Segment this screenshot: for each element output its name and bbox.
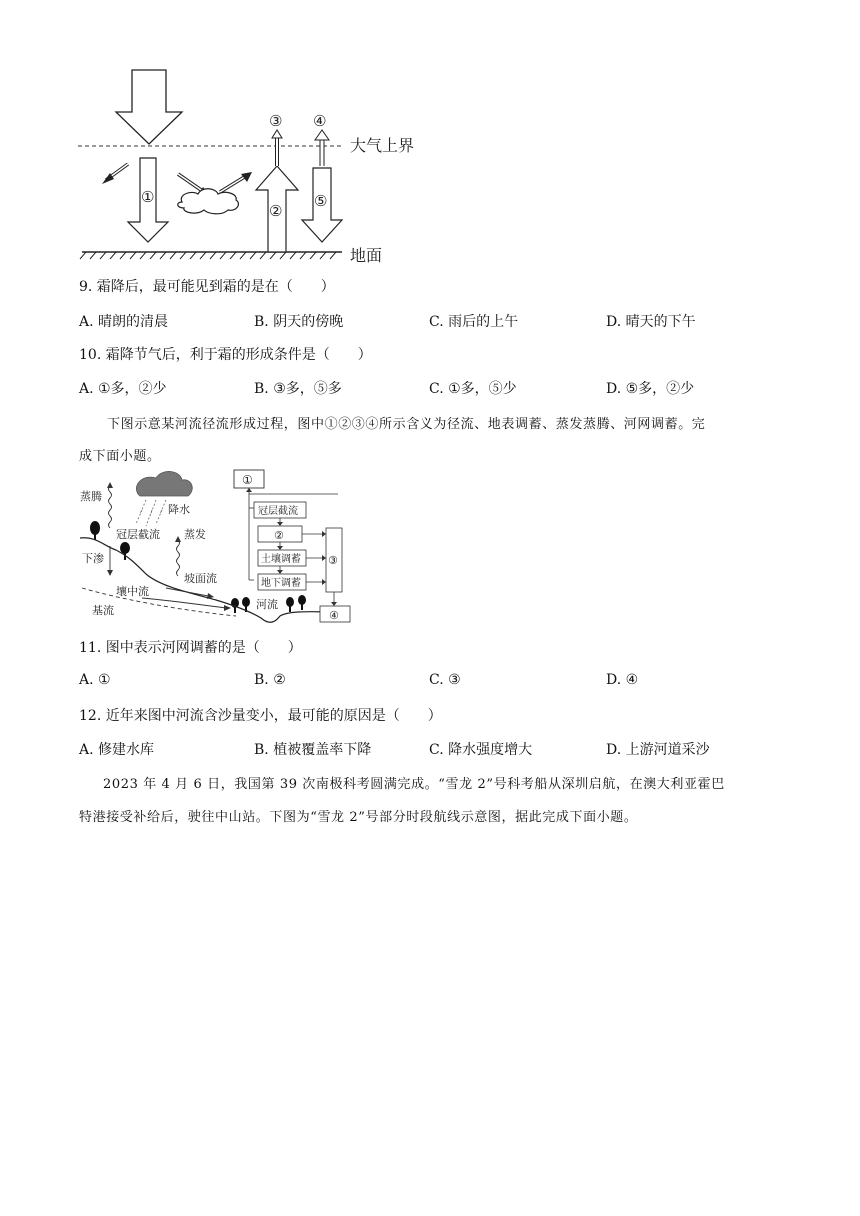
- svg-text:④: ④: [329, 609, 339, 622]
- transpiration-wave: [109, 486, 112, 528]
- q11-option-b[interactable]: B. ②: [254, 672, 286, 688]
- cloud-icon: [178, 189, 239, 214]
- q9-option-a[interactable]: A. 晴朗的清晨: [79, 314, 169, 330]
- question-12-stem: 12. 近年来图中河流含沙量变小，最可能的原因是（ ）: [79, 708, 442, 724]
- q12-option-b[interactable]: B. 植被覆盖率下降: [254, 742, 372, 758]
- svg-text:①: ①: [242, 473, 253, 487]
- q9-option-c[interactable]: C. 雨后的上午: [429, 314, 519, 330]
- marker-1: ①: [141, 188, 155, 206]
- svg-text:②: ②: [274, 529, 284, 542]
- q10-option-b[interactable]: B. ③多，⑤多: [254, 381, 342, 397]
- q10-option-c[interactable]: C. ①多，⑤少: [429, 381, 517, 397]
- label-slope-flow: 坡面流: [184, 572, 217, 585]
- question-11-stem: 11. 图中表示河网调蓄的是（ ）: [79, 640, 302, 656]
- label-canopy-interception: 冠层截流: [116, 528, 160, 541]
- label-baseflow: 基流: [92, 604, 114, 617]
- radiation-diagram: [70, 60, 440, 270]
- intro-2-line-1: 下图示意某河流径流形成过程，图中①②③④所示含义为径流、地表调蓄、蒸发蒸腾、河网调蓄。完: [107, 417, 706, 432]
- svg-text:③: ③: [328, 554, 338, 567]
- q11-option-a[interactable]: A. ①: [79, 672, 111, 688]
- question-9-stem: 9. 霜降后，最可能见到霜的是在（ ）: [79, 279, 335, 295]
- intro-2-line-2: 成下面小题。: [79, 449, 161, 464]
- cloud-arrow-out: [220, 172, 252, 192]
- label-evaporation: 蒸发: [184, 528, 206, 541]
- q11-option-c[interactable]: C. ③: [429, 672, 461, 688]
- q12-option-a[interactable]: A. 修建水库: [79, 742, 155, 758]
- flow-box-soil: 土壤调蓄: [261, 554, 301, 565]
- intro-3-line-2: 特港接受补给后，驶往中山站。下图为“雪龙 2”号部分时段航线示意图，据此完成下面小题。: [79, 810, 638, 825]
- solar-radiation-arrow: [116, 70, 182, 144]
- q12-option-d[interactable]: D. 上游河道采沙: [606, 742, 710, 758]
- marker-4: ④: [313, 112, 327, 130]
- q12-option-c[interactable]: C. 降水强度增大: [429, 742, 533, 758]
- rain-cloud-icon: [136, 471, 192, 496]
- q9-option-d[interactable]: D. 晴天的下午: [606, 314, 696, 330]
- flow-box-ground: 地下调蓄: [261, 578, 301, 589]
- runoff-flowchart: [232, 468, 360, 628]
- label-interflow: 壤中流: [116, 585, 149, 598]
- intro-3-line-1: 2023 年 4 月 6 日，我国第 39 次南极科考圆满完成。“雪龙 2”号科考船从深圳启航，在澳大利亚霍巴: [103, 777, 725, 792]
- question-10-stem: 10. 霜降节气后，利于霜的形成条件是（ ）: [79, 347, 372, 363]
- atmosphere-top-label: 大气上界: [350, 136, 415, 155]
- arrow-3: [272, 130, 282, 166]
- q11-option-d[interactable]: D. ④: [606, 672, 639, 688]
- ground-line: [80, 252, 342, 259]
- label-precipitation: 降水: [168, 503, 190, 516]
- scatter-arrow-left: [102, 164, 128, 184]
- marker-2: ②: [269, 202, 283, 220]
- ground-label: 地面: [350, 246, 383, 265]
- arrow-4: [315, 130, 329, 166]
- marker-5: ⑤: [314, 192, 328, 210]
- marker-3: ③: [269, 112, 283, 130]
- label-river: 河流: [256, 598, 278, 611]
- q9-option-b[interactable]: B. 阴天的傍晚: [254, 314, 344, 330]
- q10-option-a[interactable]: A. ①多，②少: [79, 381, 167, 397]
- label-transpiration: 蒸腾: [80, 490, 102, 503]
- label-infiltration: 下渗: [82, 552, 104, 565]
- rain-lines: [136, 500, 166, 526]
- flow-box-canopy: 冠层截流: [258, 506, 298, 517]
- q10-option-d[interactable]: D. ⑤多，②少: [606, 381, 695, 397]
